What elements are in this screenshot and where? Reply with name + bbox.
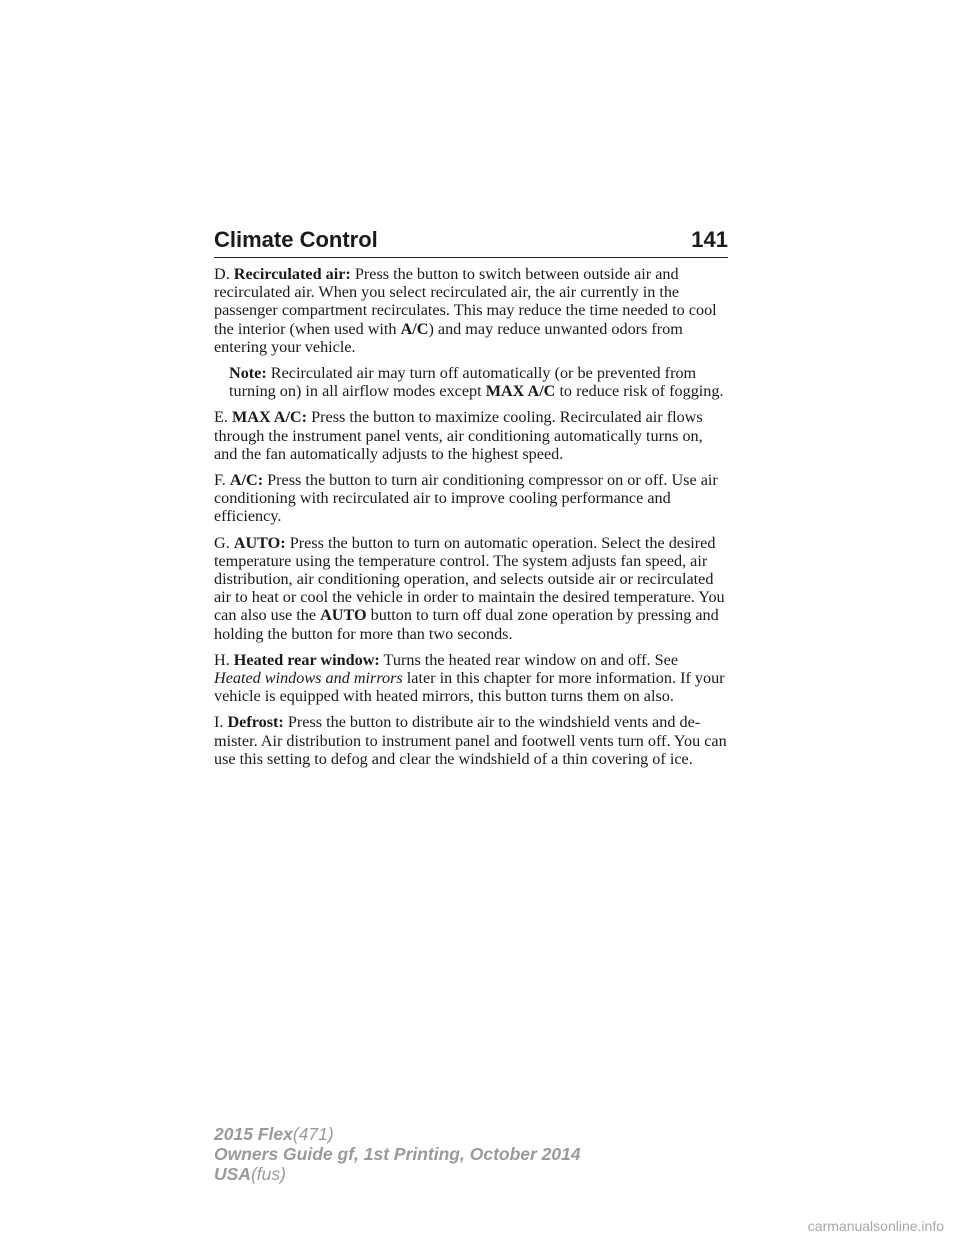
cross-reference-link: Heated windows and mirrors	[214, 669, 403, 688]
item-text: ) and may reduce unwanted odors from entering your vehicle.	[214, 319, 683, 356]
paragraph-defrost	[214, 713, 728, 768]
item-letter: D.	[214, 265, 230, 283]
item-text: Press the button to maximize cooling. Recirculated air flows through the instrument panel vents, air conditioning automatically turns on, and the fan automatically adjusts to the highest speed.	[214, 408, 703, 463]
note-label: Note:	[229, 364, 267, 383]
footer-model-code: (471)	[292, 1124, 334, 1144]
note-text: Recirculated air may turn off automatically (or be prevented from turning on) in all airflow modes except	[229, 364, 697, 401]
item-letter: H.	[214, 650, 230, 669]
item-label: Heated rear window:	[233, 650, 380, 669]
inline-bold: A/C	[400, 319, 429, 338]
item-letter: G.	[214, 533, 230, 552]
item-letter: I.	[214, 713, 224, 732]
item-label: A/C:	[229, 471, 264, 490]
item-text: Press the button to switch between outside air and recirculated air. When you select recirculated air, the air currently in the passenger compartment recirculates. This may reduce the time needed to cool the interior (when used with	[214, 265, 717, 338]
paragraph-recirculated-air	[214, 265, 728, 356]
footer-region-code: (fus)	[250, 1164, 286, 1184]
item-label: MAX A/C:	[231, 408, 308, 427]
paragraph-max-ac	[214, 408, 728, 463]
item-letter: E.	[214, 408, 228, 427]
item-label: Recirculated air:	[233, 265, 351, 283]
footer-line-region	[214, 1164, 634, 1184]
item-letter: F.	[214, 471, 226, 490]
item-text: Turns the heated rear window on and off. See	[383, 650, 679, 669]
inline-bold: AUTO	[320, 606, 367, 625]
paragraph-auto	[214, 534, 728, 643]
header-divider	[214, 257, 728, 258]
site-watermark: carmanualsonline.info	[807, 1218, 944, 1234]
item-label: Defrost:	[227, 713, 284, 732]
note-paragraph	[214, 364, 728, 400]
page-header	[214, 227, 728, 257]
paragraph-heated-rear-window	[214, 651, 728, 706]
inline-bold: MAX A/C	[485, 382, 556, 401]
print-footer	[214, 1124, 634, 1184]
footer-model: 2015 Flex	[214, 1124, 293, 1144]
item-text: later in this chapter for more information. If your vehicle is equipped with heated mirrors, this button turns them on also.	[214, 669, 725, 706]
page-number: 141	[691, 227, 728, 252]
note-text: to reduce risk of fogging.	[555, 382, 724, 401]
item-text: button to turn off dual zone operation by pressing and holding the button for more than two seconds.	[214, 606, 719, 643]
item-label: AUTO:	[233, 533, 286, 552]
footer-line-edition: Owners Guide gf, 1st Printing, October 2014	[214, 1144, 581, 1164]
body-text	[214, 265, 728, 776]
item-text: Press the button to distribute air to the windshield vents and de-mister. Air distribution to instrument panel and footwell vents turn off. You can use this setting to defog and clear the windshield of a thin covering of ice.	[214, 713, 727, 768]
footer-line-model	[214, 1124, 634, 1144]
item-text: Press the button to turn air conditioning compressor on or off. Use air conditioning with recirculated air to improve cooling performance and efficiency.	[214, 471, 718, 526]
footer-region: USA	[214, 1164, 251, 1184]
item-text: Press the button to turn on automatic operation. Select the desired temperature using the temperature control. The system adjusts fan speed, air distribution, air conditioning operation, and selects outside air or recirculated air to heat or cool the vehicle in order to maintain the desired temperature. You can also use the	[214, 533, 725, 625]
paragraph-ac	[214, 471, 728, 526]
section-title: Climate Control	[214, 227, 378, 252]
